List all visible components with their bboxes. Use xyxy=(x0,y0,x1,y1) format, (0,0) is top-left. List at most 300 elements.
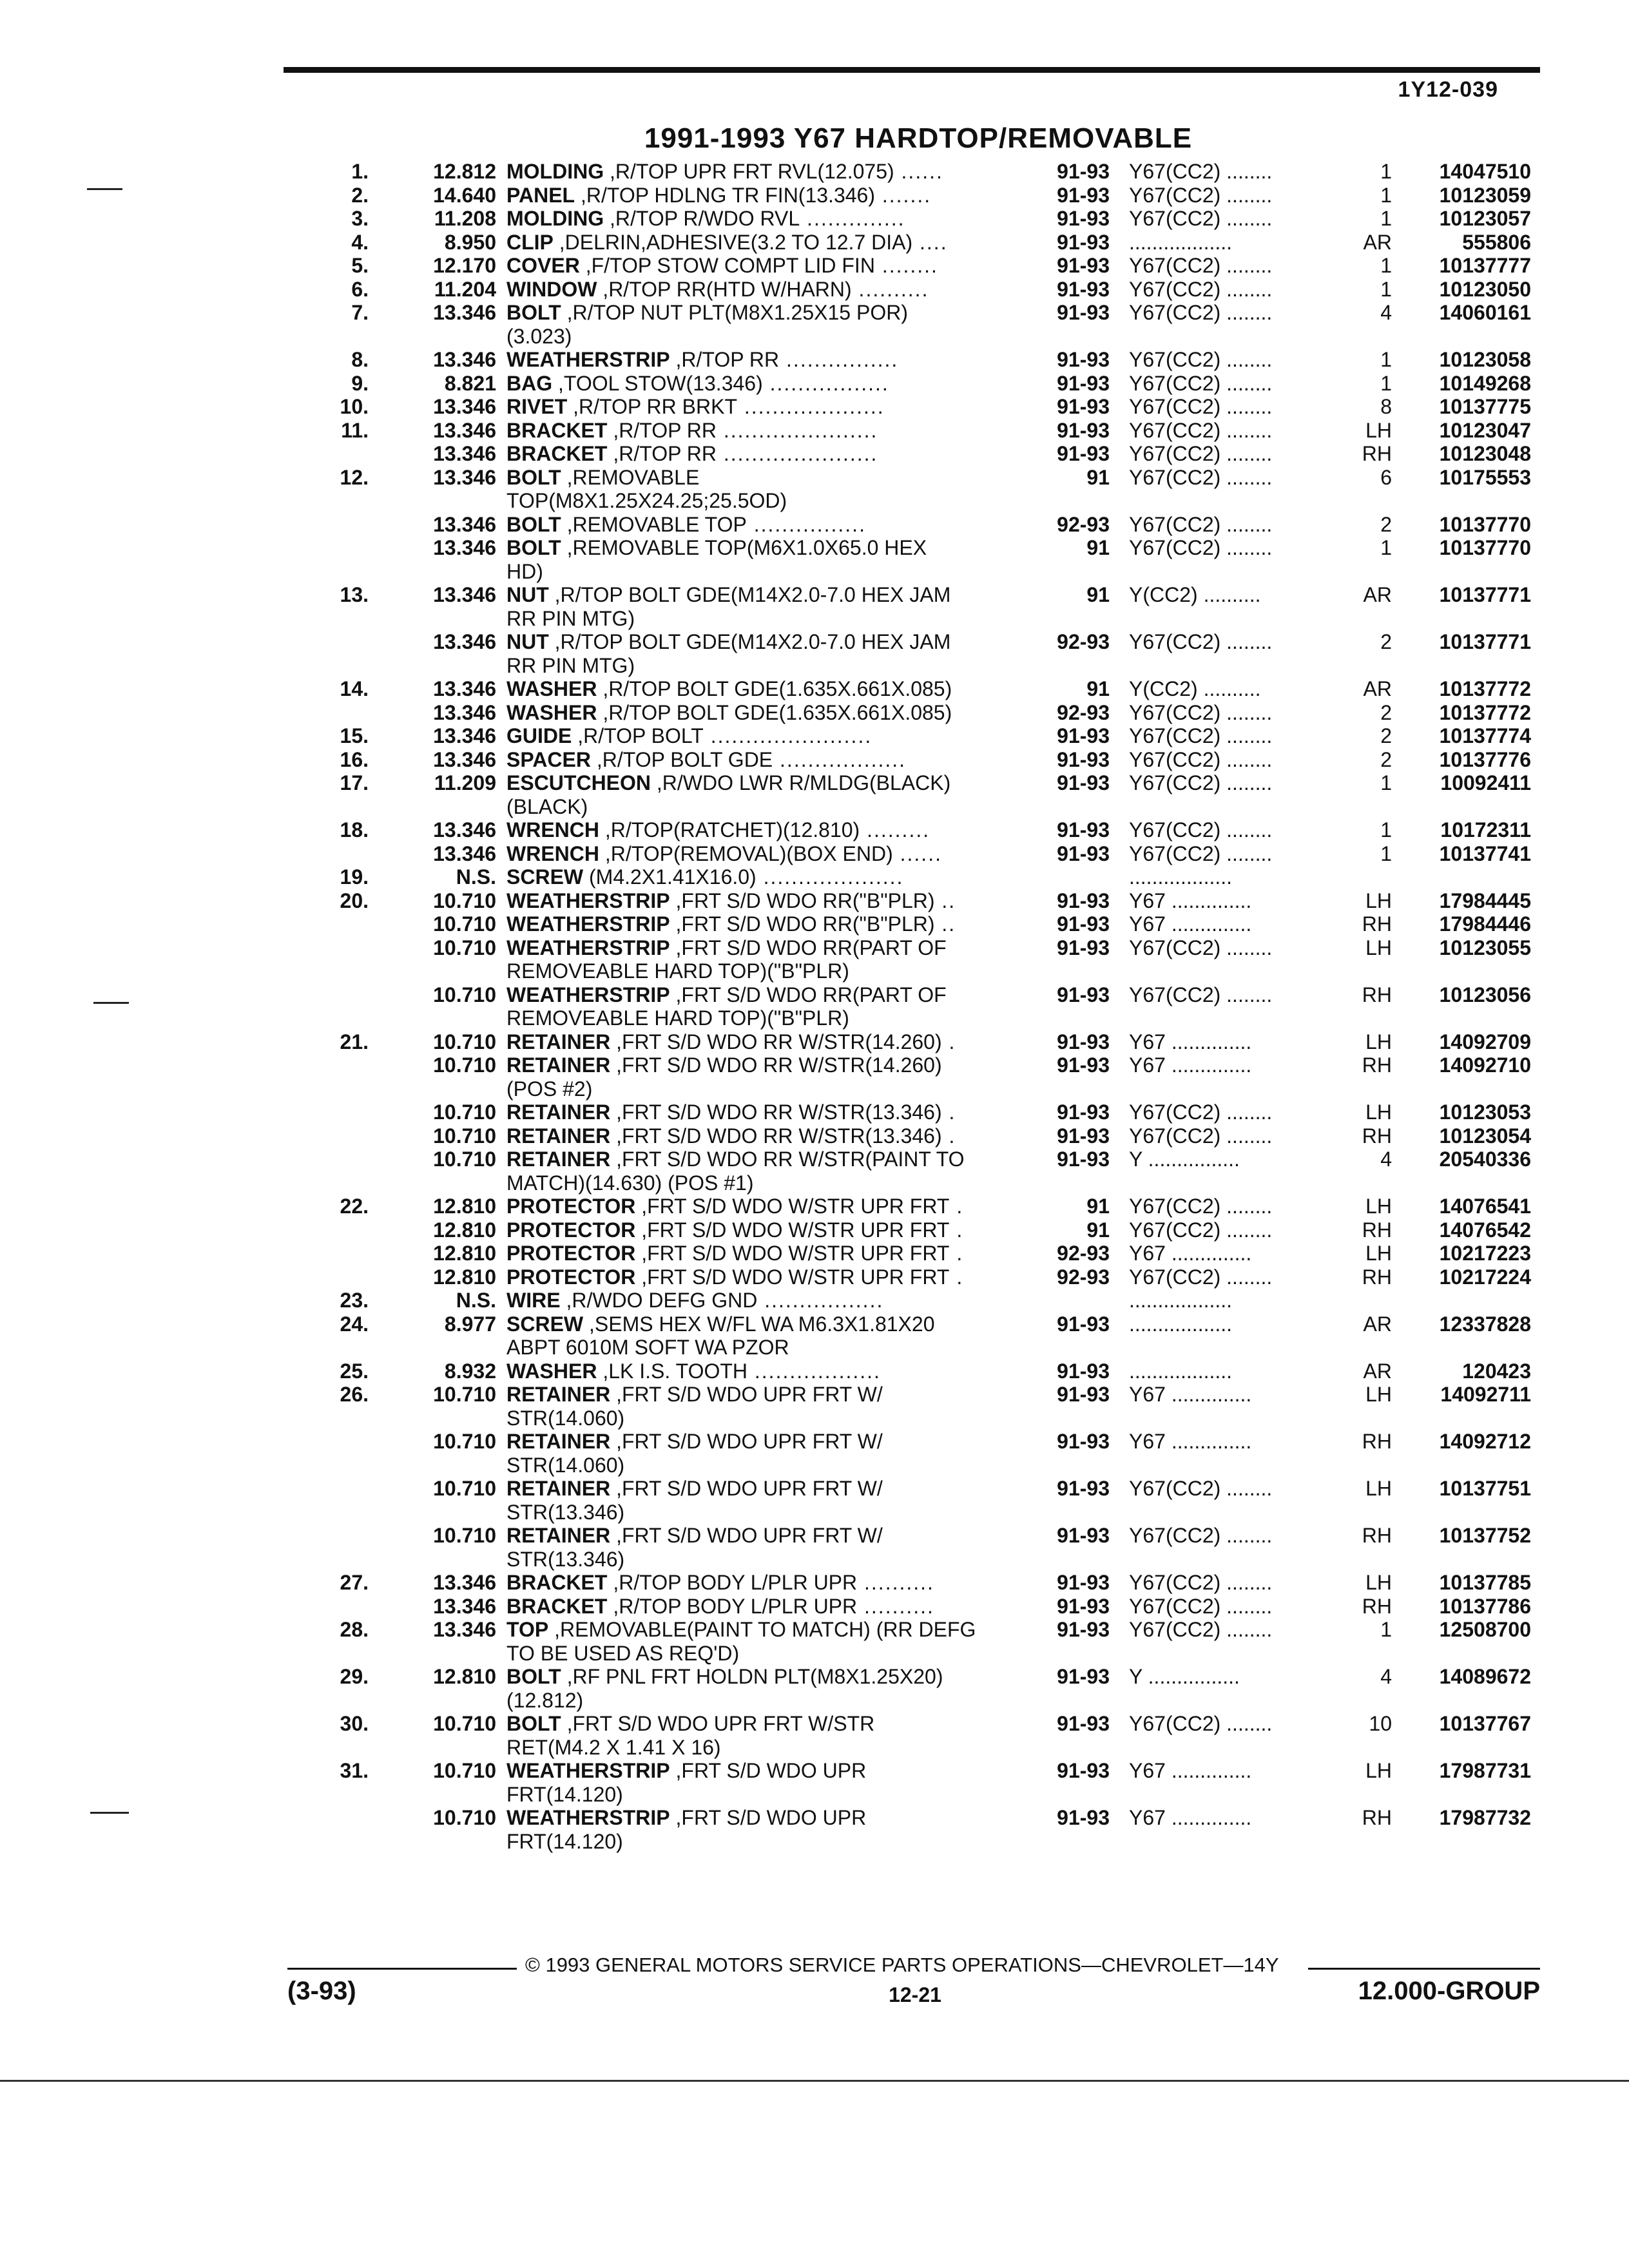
model-years: 91-93 xyxy=(1057,1806,1110,1829)
part-name: MOLDING xyxy=(506,207,604,230)
item-number: 15. xyxy=(340,724,369,747)
quantity: AR xyxy=(1363,677,1392,700)
model-years: 91-93 xyxy=(1057,747,1110,771)
model-years: 91-93 xyxy=(1057,301,1110,324)
item-number: 27. xyxy=(340,1571,369,1594)
part-detail: TOP(M8X1.25X24.25;25.5OD) xyxy=(506,489,787,512)
quantity: RH xyxy=(1362,1218,1392,1242)
part-number: 10172311 xyxy=(1440,818,1531,841)
model-years: 91-93 xyxy=(1057,912,1110,936)
table-row xyxy=(0,160,1629,184)
part-name: RIVET xyxy=(506,395,568,418)
model-years: 91 xyxy=(1086,1195,1110,1218)
model-code: Y(CC2) .......... xyxy=(1129,583,1261,606)
quantity: LH xyxy=(1365,1242,1392,1265)
part-name: BRACKET xyxy=(506,1594,608,1618)
description xyxy=(506,1477,1035,1501)
model-code: Y67(CC2) ........ xyxy=(1129,1571,1273,1594)
part-name: RETAINER xyxy=(506,1124,611,1148)
part-detail: ,FRT S/D WDO UPR xyxy=(670,1806,867,1829)
group-number: 13.346 xyxy=(433,348,496,371)
quantity: 6 xyxy=(1380,465,1392,489)
description xyxy=(506,489,1035,513)
part-name: NUT xyxy=(506,583,549,606)
part-number: 10137776 xyxy=(1439,747,1531,771)
part-detail: RET(M4.2 X 1.41 X 16) xyxy=(506,1735,721,1759)
part-detail: REMOVEABLE HARD TOP)("B"PLR) xyxy=(506,959,849,983)
leader-dots: ...... xyxy=(894,160,943,183)
leader-dots: . xyxy=(941,1124,956,1148)
leader-dots: ...................... xyxy=(716,442,878,465)
description xyxy=(506,1524,1035,1548)
leader-dots: ....................... xyxy=(703,724,872,747)
part-number: 10123048 xyxy=(1439,442,1531,465)
group-number: 13.346 xyxy=(433,841,496,865)
table-row xyxy=(0,325,1629,349)
description xyxy=(506,771,1035,795)
item-number: 16. xyxy=(340,747,369,771)
table-row xyxy=(0,301,1629,325)
table-row xyxy=(0,442,1629,466)
part-name: WIRE xyxy=(506,1289,561,1312)
quantity: RH xyxy=(1362,1806,1392,1829)
leader-dots: .. xyxy=(934,889,956,912)
description xyxy=(506,1830,1035,1854)
table-row xyxy=(0,748,1629,772)
part-name: BOLT xyxy=(506,301,561,324)
model-years: 91-93 xyxy=(1057,1618,1110,1641)
group-number: 12.810 xyxy=(433,1265,496,1289)
part-detail: ,R/WDO DEFG GND xyxy=(560,1289,758,1312)
part-name: BOLT xyxy=(506,465,561,489)
quantity: 4 xyxy=(1380,301,1392,324)
model-code: Y67(CC2) ........ xyxy=(1129,1712,1273,1735)
table-row xyxy=(0,1407,1629,1430)
table-row xyxy=(0,912,1629,936)
table-row xyxy=(0,1712,1629,1736)
part-detail: ,R/TOP BOLT GDE(1.635X.661X.085) xyxy=(597,700,952,724)
part-name: WASHER xyxy=(506,677,597,700)
description xyxy=(506,818,1035,842)
description xyxy=(506,348,1035,372)
description xyxy=(506,1407,1035,1430)
table-row xyxy=(0,1618,1629,1642)
part-detail: STR(13.346) xyxy=(506,1547,625,1571)
part-number: 10217224 xyxy=(1439,1265,1531,1289)
part-name: BOLT xyxy=(506,1665,561,1688)
model-code: Y67(CC2) ........ xyxy=(1129,536,1273,559)
part-detail: ,DELRIN,ADHESIVE(3.2 TO 12.7 DIA) xyxy=(553,230,913,254)
item-number: 4. xyxy=(351,230,369,254)
part-detail: ,FRT S/D WDO RR("B"PLR) xyxy=(670,912,935,936)
model-years: 92-93 xyxy=(1057,700,1110,724)
quantity: 2 xyxy=(1380,747,1392,771)
table-row xyxy=(0,607,1629,631)
description xyxy=(506,466,1035,490)
part-detail: ,FRT S/D WDO UPR xyxy=(670,1759,867,1782)
part-name: BRACKET xyxy=(506,1571,608,1594)
table-row xyxy=(0,1077,1629,1101)
part-detail: ,R/TOP UPR FRT RVL(12.075) xyxy=(604,160,894,183)
description xyxy=(506,1383,1035,1407)
model-years: 91-93 xyxy=(1057,936,1110,959)
part-name: MOLDING xyxy=(506,160,604,183)
model-years: 91-93 xyxy=(1057,442,1110,465)
leader-dots: . xyxy=(949,1195,964,1218)
part-number: 17984446 xyxy=(1439,912,1531,936)
part-detail: RR PIN MTG) xyxy=(506,653,635,677)
group-number: N.S. xyxy=(456,865,496,889)
group-number: 13.346 xyxy=(433,536,496,559)
description xyxy=(506,983,1035,1007)
leader-dots: ................ xyxy=(746,512,866,536)
quantity: LH xyxy=(1365,418,1392,442)
item-number: 10. xyxy=(340,395,369,418)
part-number: 10149268 xyxy=(1439,371,1531,395)
group-number: 10.710 xyxy=(433,912,496,936)
part-name: TOP xyxy=(506,1618,549,1641)
item-number: 25. xyxy=(340,1359,369,1383)
table-row xyxy=(0,1289,1629,1312)
table-row xyxy=(0,959,1629,983)
part-detail: ,FRT S/D WDO RR(PART OF xyxy=(670,936,947,959)
part-detail: ,FRT S/D WDO W/STR UPR FRT xyxy=(635,1242,950,1265)
quantity: 10 xyxy=(1369,1712,1392,1735)
item-number: 2. xyxy=(351,183,369,207)
part-detail: ,FRT S/D WDO RR W/STR(14.260) xyxy=(610,1030,942,1053)
table-row xyxy=(0,1030,1629,1054)
model-years: 91-93 xyxy=(1057,1100,1110,1124)
part-detail: ,R/TOP RR BRKT xyxy=(567,395,737,418)
part-detail: ,FRT S/D WDO RR W/STR(14.260) xyxy=(610,1053,942,1077)
description xyxy=(506,278,1035,302)
description xyxy=(506,1148,1035,1171)
model-code: Y67(CC2) ........ xyxy=(1129,418,1273,442)
item-number: 22. xyxy=(340,1195,369,1218)
quantity: 1 xyxy=(1380,277,1392,301)
part-detail: MATCH)(14.630) (POS #1) xyxy=(506,1171,754,1195)
table-row xyxy=(0,395,1629,419)
table-row xyxy=(0,419,1629,443)
group-number: 10.710 xyxy=(433,889,496,912)
description xyxy=(506,1171,1035,1195)
description xyxy=(506,607,1035,631)
quantity: RH xyxy=(1362,1053,1392,1077)
part-detail: (12.812) xyxy=(506,1688,584,1712)
leader-dots: . xyxy=(949,1218,964,1242)
model-code: Y67(CC2) ........ xyxy=(1129,371,1273,395)
model-code: Y67(CC2) ........ xyxy=(1129,841,1273,865)
part-name: WEATHERSTRIP xyxy=(506,1806,670,1829)
part-number: 10092411 xyxy=(1440,771,1531,794)
part-name: PANEL xyxy=(506,183,575,207)
part-number: 10137772 xyxy=(1439,677,1531,700)
bottom-rule xyxy=(0,2080,1629,2082)
model-code: Y67(CC2) ........ xyxy=(1129,936,1273,959)
description xyxy=(506,654,1035,678)
model-years: 91-93 xyxy=(1057,1430,1110,1453)
part-number: 10123047 xyxy=(1439,418,1531,442)
description xyxy=(506,959,1035,983)
description xyxy=(506,1618,1035,1642)
model-code: Y67 .............. xyxy=(1129,912,1252,936)
quantity: 2 xyxy=(1380,700,1392,724)
model-code: Y67(CC2) ........ xyxy=(1129,160,1273,183)
part-number: 12337828 xyxy=(1439,1312,1531,1336)
table-row xyxy=(0,583,1629,607)
margin-mark xyxy=(93,1002,129,1004)
part-detail: ,FRT S/D WDO RR W/STR(13.346) xyxy=(610,1124,942,1148)
model-code: Y67(CC2) ........ xyxy=(1129,747,1273,771)
table-row xyxy=(0,1783,1629,1807)
part-number: 10217223 xyxy=(1439,1242,1531,1265)
description xyxy=(506,1642,1035,1666)
model-years: 91-93 xyxy=(1057,395,1110,418)
group-number: 14.640 xyxy=(433,183,496,207)
part-number: 555806 xyxy=(1462,230,1531,254)
table-row xyxy=(0,513,1629,537)
table-row xyxy=(0,795,1629,819)
model-years: 92-93 xyxy=(1057,1265,1110,1289)
part-name: WEATHERSTRIP xyxy=(506,1759,670,1782)
page-number: 12-21 xyxy=(889,1983,941,2006)
table-row xyxy=(0,677,1629,701)
part-name: GUIDE xyxy=(506,724,572,747)
group-number: 10.710 xyxy=(433,1030,496,1053)
model-years: 91-93 xyxy=(1057,1312,1110,1336)
quantity: LH xyxy=(1365,1195,1392,1218)
item-number: 24. xyxy=(340,1312,369,1336)
part-detail: ,REMOVABLE TOP xyxy=(561,512,747,536)
description xyxy=(506,254,1035,278)
part-number: 10123053 xyxy=(1439,1100,1531,1124)
group-number: 13.346 xyxy=(433,395,496,418)
part-number: 10123050 xyxy=(1439,277,1531,301)
model-years: 91-93 xyxy=(1057,1594,1110,1618)
group-number: 12.812 xyxy=(433,160,496,183)
part-detail: (3.023) xyxy=(506,324,572,348)
part-detail: ,FRT S/D WDO UPR FRT W/STR xyxy=(561,1712,875,1735)
model-years: 91-93 xyxy=(1057,230,1110,254)
description xyxy=(506,630,1035,654)
table-row xyxy=(0,983,1629,1007)
description xyxy=(506,865,1035,889)
quantity: AR xyxy=(1363,1359,1392,1383)
part-number: 10123055 xyxy=(1439,936,1531,959)
leader-dots: .................... xyxy=(756,865,904,889)
description xyxy=(506,1124,1035,1148)
model-years: 92-93 xyxy=(1057,630,1110,653)
table-row xyxy=(0,654,1629,678)
quantity: 1 xyxy=(1380,771,1392,794)
part-detail: ,R/TOP HDLNG TR FIN(13.346) xyxy=(575,183,875,207)
table-row xyxy=(0,1100,1629,1124)
table-row xyxy=(0,771,1629,795)
part-detail: ,R/TOP BOLT GDE(1.635X.661X.085) xyxy=(597,677,952,700)
leader-dots: ...... xyxy=(892,841,942,865)
part-detail: FRT(14.120) xyxy=(506,1782,623,1806)
part-name: WRENCH xyxy=(506,841,599,865)
description xyxy=(506,419,1035,443)
quantity: RH xyxy=(1362,983,1392,1006)
leader-dots: .......... xyxy=(857,1571,934,1594)
group-number: 12.810 xyxy=(433,1195,496,1218)
item-number: 11. xyxy=(341,418,369,442)
model-code: Y67(CC2) ........ xyxy=(1129,983,1273,1006)
part-detail: ,R/TOP RR(HTD W/HARN) xyxy=(597,277,852,301)
leader-dots: .................... xyxy=(737,395,885,418)
table-row xyxy=(0,1383,1629,1407)
parts-list xyxy=(0,160,1629,1853)
item-number: 17. xyxy=(340,771,369,794)
model-years: 91-93 xyxy=(1057,207,1110,230)
table-row xyxy=(0,1524,1629,1548)
part-detail: ,LK I.S. TOOTH xyxy=(597,1359,747,1383)
model-years: 91-93 xyxy=(1057,1712,1110,1735)
item-number: 20. xyxy=(340,889,369,912)
model-code: Y67 .............. xyxy=(1129,1759,1252,1782)
table-row xyxy=(0,372,1629,396)
part-number: 14076541 xyxy=(1439,1195,1531,1218)
item-number: 28. xyxy=(340,1618,369,1641)
part-detail: STR(14.060) xyxy=(506,1453,625,1477)
leader-dots: .................. xyxy=(747,1359,881,1383)
item-number: 19. xyxy=(340,865,369,889)
part-detail: ,FRT S/D WDO W/STR UPR FRT xyxy=(635,1195,950,1218)
model-code: Y67 .............. xyxy=(1129,1053,1252,1077)
part-name: RETAINER xyxy=(506,1100,611,1124)
description xyxy=(506,395,1035,419)
description xyxy=(506,1100,1035,1124)
part-detail: ,SEMS HEX W/FL WA M6.3X1.81X20 xyxy=(583,1312,935,1336)
part-number: 10137752 xyxy=(1439,1524,1531,1547)
part-number: 10137771 xyxy=(1439,630,1531,653)
group-number: 13.346 xyxy=(433,747,496,771)
table-row xyxy=(0,231,1629,255)
description xyxy=(506,748,1035,772)
group-number: 13.346 xyxy=(433,630,496,653)
part-number: 10175553 xyxy=(1439,465,1531,489)
part-name: WEATHERSTRIP xyxy=(506,348,670,371)
part-detail: (POS #2) xyxy=(506,1077,593,1100)
part-name: SPACER xyxy=(506,747,591,771)
leader-dots: ....... xyxy=(874,183,932,207)
part-detail: FRT(14.120) xyxy=(506,1829,623,1853)
model-code: .................. xyxy=(1129,1359,1233,1383)
leader-dots: . xyxy=(941,1030,956,1053)
description xyxy=(506,1195,1035,1218)
description xyxy=(506,536,1035,560)
quantity: 1 xyxy=(1380,254,1392,277)
copyright-line: © 1993 GENERAL MOTORS SERVICE PARTS OPERATIONS—CHEVROLET—14Y xyxy=(525,1954,1279,1976)
top-rule xyxy=(284,67,1540,73)
model-years: 91-93 xyxy=(1057,1124,1110,1148)
model-code: Y67(CC2) ........ xyxy=(1129,277,1273,301)
part-detail: ,FRT S/D WDO RR(PART OF xyxy=(670,983,947,1006)
part-detail: ,FRT S/D WDO RR W/STR(13.346) xyxy=(610,1100,942,1124)
table-row xyxy=(0,1148,1629,1171)
model-years: 91-93 xyxy=(1057,1359,1110,1383)
leader-dots: ...................... xyxy=(716,418,878,442)
part-name: COVER xyxy=(506,254,580,277)
item-number: 29. xyxy=(340,1665,369,1688)
leader-dots: ......... xyxy=(860,818,930,841)
table-row xyxy=(0,724,1629,748)
quantity: 1 xyxy=(1380,841,1392,865)
table-row xyxy=(0,184,1629,207)
quantity: 2 xyxy=(1380,512,1392,536)
model-years: 91-93 xyxy=(1057,348,1110,371)
leader-dots: .......... xyxy=(851,277,929,301)
part-name: PROTECTOR xyxy=(506,1195,636,1218)
part-detail: ,R/TOP BODY L/PLR UPR xyxy=(607,1571,858,1594)
model-code: Y ................ xyxy=(1129,1665,1240,1688)
table-row xyxy=(0,630,1629,654)
model-years: 92-93 xyxy=(1057,512,1110,536)
table-row xyxy=(0,1124,1629,1148)
model-years: 91-93 xyxy=(1057,183,1110,207)
description xyxy=(506,513,1035,537)
item-number: 8. xyxy=(351,348,369,371)
description xyxy=(506,1665,1035,1689)
leader-dots: ................ xyxy=(779,348,899,371)
footer-rule-left xyxy=(287,1968,517,1970)
part-number: 120423 xyxy=(1462,1359,1531,1383)
leader-dots: ................. xyxy=(762,371,889,395)
model-years: 92-93 xyxy=(1057,1242,1110,1265)
group-number: 11.204 xyxy=(434,277,496,301)
quantity: 1 xyxy=(1380,1618,1392,1641)
item-number: 18. xyxy=(340,818,369,841)
group-label: 12.000-GROUP xyxy=(1358,1977,1540,2005)
table-row xyxy=(0,536,1629,560)
model-years: 91-93 xyxy=(1057,160,1110,183)
part-detail: ,R/TOP(RATCHET)(12.810) xyxy=(599,818,860,841)
table-row xyxy=(0,1571,1629,1595)
leader-dots: .. xyxy=(934,912,956,936)
quantity: 2 xyxy=(1380,630,1392,653)
group-number: 13.346 xyxy=(433,818,496,841)
description xyxy=(506,325,1035,349)
group-number: 12.170 xyxy=(433,254,496,277)
table-row xyxy=(0,1806,1629,1830)
quantity: AR xyxy=(1363,230,1392,254)
quantity: LH xyxy=(1365,1383,1392,1406)
part-number: 14092709 xyxy=(1439,1030,1531,1053)
model-years: 91-93 xyxy=(1057,1571,1110,1594)
quantity: AR xyxy=(1363,1312,1392,1336)
group-number: 10.710 xyxy=(433,1524,496,1547)
part-number: 17987731 xyxy=(1439,1759,1531,1782)
description xyxy=(506,1783,1035,1807)
table-row xyxy=(0,889,1629,913)
model-code: Y67(CC2) ........ xyxy=(1129,700,1273,724)
model-code: Y ................ xyxy=(1129,1148,1240,1171)
quantity: RH xyxy=(1362,912,1392,936)
table-row xyxy=(0,1736,1629,1760)
part-name: SCREW xyxy=(506,865,584,889)
model-years: 91-93 xyxy=(1057,818,1110,841)
group-number: 10.710 xyxy=(433,983,496,1006)
part-detail: ,R/TOP(REMOVAL)(BOX END) xyxy=(599,841,893,865)
model-years: 91 xyxy=(1086,465,1110,489)
model-code: Y67(CC2) ........ xyxy=(1129,724,1273,747)
part-number: 10137786 xyxy=(1439,1594,1531,1618)
part-detail: ,REMOVABLE xyxy=(561,465,700,489)
model-code: Y67(CC2) ........ xyxy=(1129,1477,1273,1500)
part-number: 10137777 xyxy=(1439,254,1531,277)
part-name: RETAINER xyxy=(506,1148,611,1171)
